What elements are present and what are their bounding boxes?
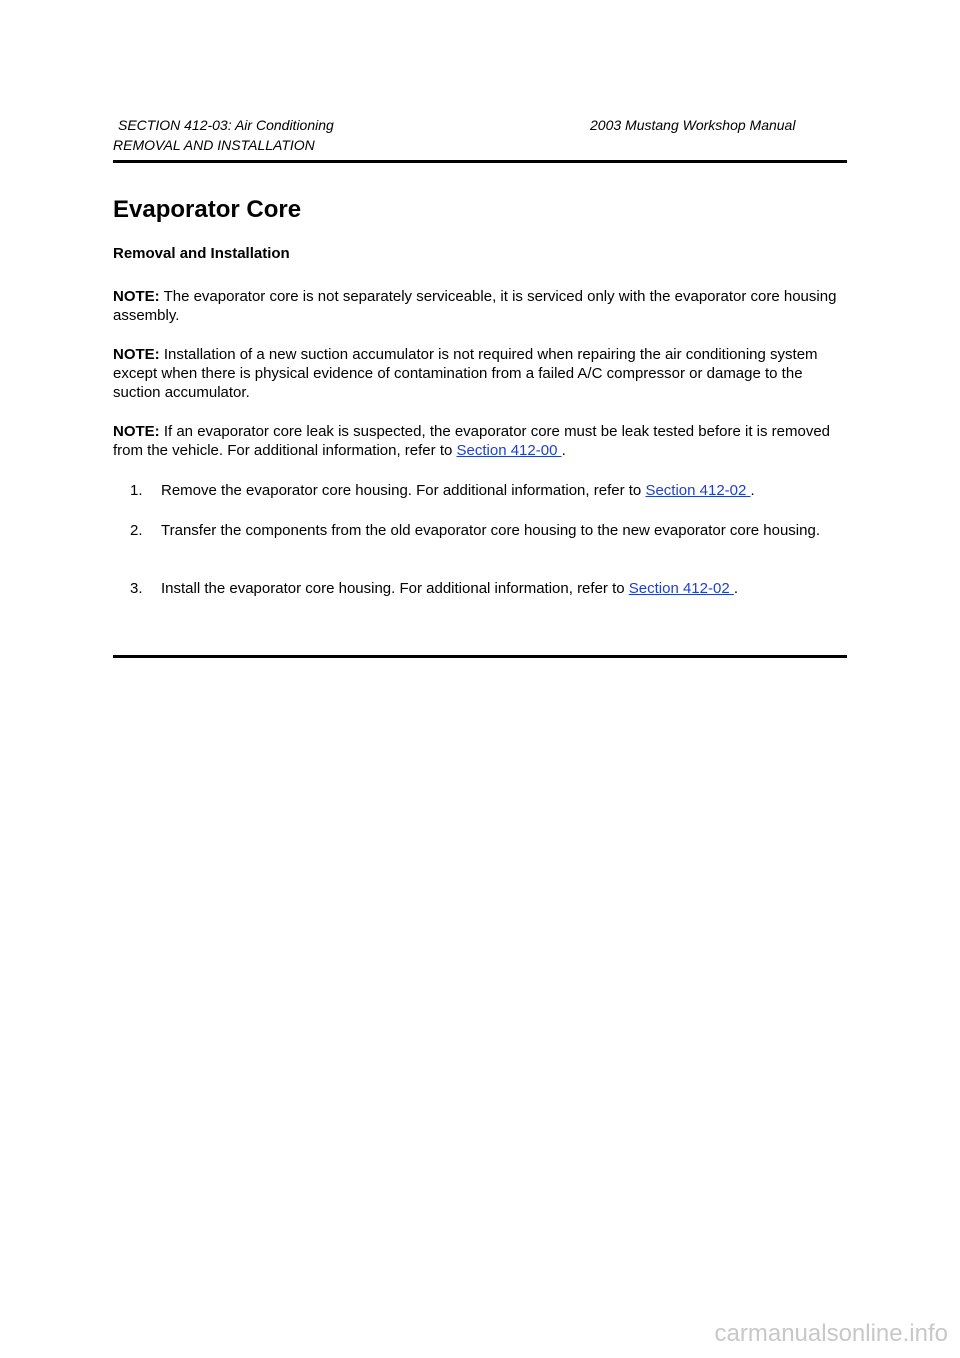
step-remove-housing: [130, 481, 830, 500]
note-serviceability: [113, 287, 843, 325]
header-subheading: REMOVAL AND INSTALLATION: [113, 137, 315, 153]
step-text-end: .: [750, 482, 755, 499]
step-text-body: Remove the evaporator core housing. For additional information, refer to: [161, 482, 646, 499]
note-text: The evaporator core is not separately serviceable, it is serviced only with the evaporator core housing assembly.: [113, 288, 837, 324]
note-label: NOTE:: [113, 423, 160, 440]
header-section-title: SECTION 412-03: Air Conditioning: [118, 117, 334, 133]
step-text-end: .: [733, 580, 739, 597]
header-divider: [113, 160, 847, 163]
step-text-body: Install the evaporator core housing. For additional information, refer to: [161, 580, 629, 597]
procedure-subtitle: Removal and Installation: [113, 245, 290, 262]
step-text: [161, 579, 830, 598]
watermark: carmanualsonline.info: [714, 1320, 948, 1347]
step-transfer-components: [130, 521, 830, 540]
note-label: NOTE:: [113, 288, 160, 305]
note-text: If an evaporator core leak is suspected, the evaporator core must be leak tested before it is removed from the vehicle. For additional information, refer to: [113, 423, 831, 459]
link-section-412-02[interactable]: Section 412-02: [645, 482, 751, 499]
step-text: [161, 481, 830, 500]
step-install-housing: [130, 579, 830, 598]
link-section-412-02[interactable]: Section 412-02: [628, 580, 734, 597]
page-title: Evaporator Core: [113, 196, 302, 223]
note-suction-accumulator: [113, 345, 843, 402]
footer-divider: [113, 655, 847, 658]
note-leak-test: [113, 422, 843, 460]
step-number: 1.: [130, 482, 143, 499]
note-text-end: .: [561, 442, 566, 459]
header-manual-title: 2003 Mustang Workshop Manual: [590, 117, 796, 133]
step-text-body: Transfer the components from the old evaporator core housing to the new evaporator core housing.: [161, 522, 820, 539]
link-section-412-00[interactable]: Section 412-00: [456, 442, 562, 459]
note-label: NOTE:: [113, 346, 160, 363]
step-number: 3.: [130, 580, 143, 597]
step-number: 2.: [130, 522, 143, 539]
note-text: Installation of a new suction accumulator is not required when repairing the air conditioning system except when there is physical evidence of contamination from a failed A/C compressor or damage to the suction accumulator.: [113, 346, 818, 401]
step-text: [161, 521, 830, 540]
